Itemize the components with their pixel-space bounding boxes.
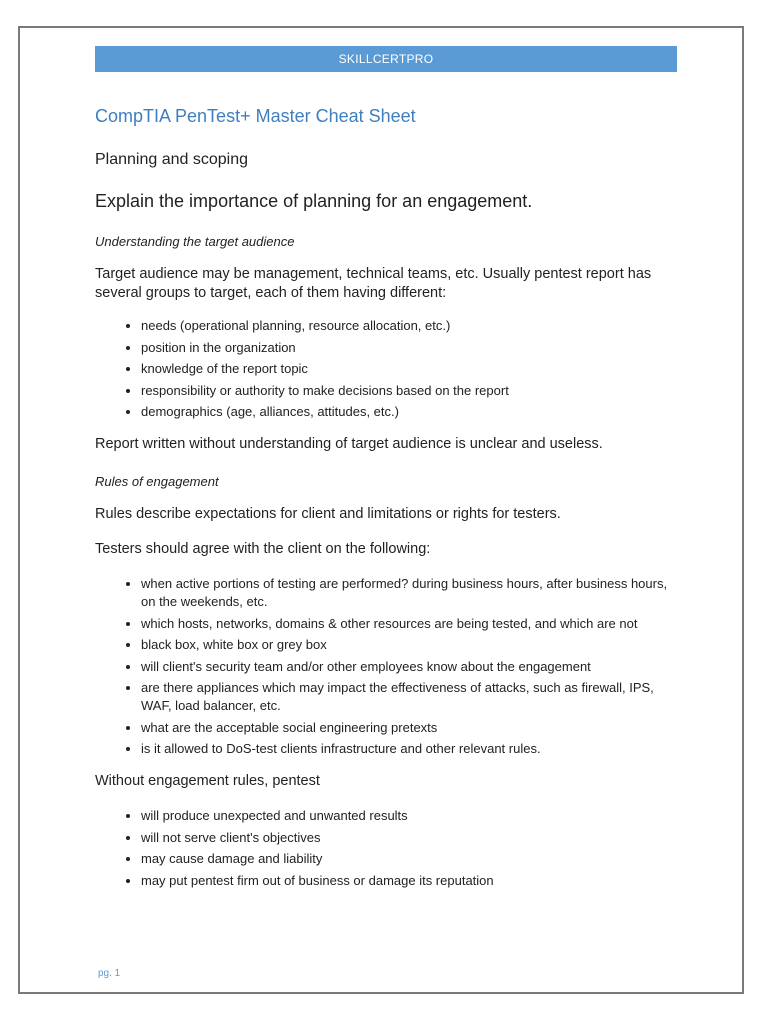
list-item: • will not serve client's objectives [141, 829, 680, 847]
list-item: • will produce unexpected and unwanted results [141, 807, 680, 825]
document-content [95, 106, 680, 904]
document-page [18, 26, 744, 994]
page-number: pg. 1 [98, 968, 121, 979]
list-item: • may cause damage and liability [141, 850, 680, 868]
list-item: • position in the organization [141, 339, 680, 357]
subheading-target-audience: Understanding the target audience [95, 234, 295, 249]
paragraph-report-unclear: Report written without understanding of target audience is unclear and useless. [95, 436, 603, 452]
subheading-rules-of-engagement: Rules of engagement [95, 474, 219, 489]
objective-heading: Explain the importance of planning for an engagement. [95, 191, 533, 211]
list-item: • may put pentest firm out of business or damage its reputation [141, 872, 680, 890]
list-item: • when active portions of testing are performed? during business hours, after business hours, on the weekends, etc. [141, 575, 680, 611]
list-item: • demographics (age, alliances, attitudes, etc.) [141, 403, 680, 421]
paragraph-testers-agree: Testers should agree with the client on the following: [95, 541, 431, 557]
list-item: • are there appliances which may impact the effectiveness of attacks, such as firewall, IPS, WAF, load balancer, etc. [141, 679, 680, 715]
list-item: • what are the acceptable social engineering pretexts [141, 719, 680, 737]
list-item: • will client's security team and/or other employees know about the engagement [141, 658, 680, 676]
header-banner: SKILLCERTPRO [95, 46, 677, 72]
list-item: • which hosts, networks, domains & other resources are being tested, and which are not [141, 615, 680, 633]
list-item: • knowledge of the report topic [141, 360, 680, 378]
list-consequences [95, 807, 680, 890]
paragraph-target-audience: Target audience may be management, technical teams, etc. Usually pentest report has several groups to target, each of them having different: [95, 266, 652, 301]
list-item: • responsibility or authority to make decisions based on the report [141, 382, 680, 400]
list-engagement-agreements [95, 575, 680, 758]
paragraph-rules-describe: Rules describe expectations for client and limitations or rights for testers. [95, 506, 561, 522]
document-title: CompTIA PenTest+ Master Cheat Sheet [95, 106, 416, 126]
list-item: • black box, white box or grey box [141, 636, 680, 654]
list-item: • needs (operational planning, resource allocation, etc.) [141, 317, 680, 335]
section-title: Planning and scoping [95, 151, 249, 168]
list-audience-differences [95, 317, 680, 421]
list-item: • is it allowed to DoS-test clients infrastructure and other relevant rules. [141, 740, 680, 758]
paragraph-without-rules: Without engagement rules, pentest [95, 773, 320, 789]
